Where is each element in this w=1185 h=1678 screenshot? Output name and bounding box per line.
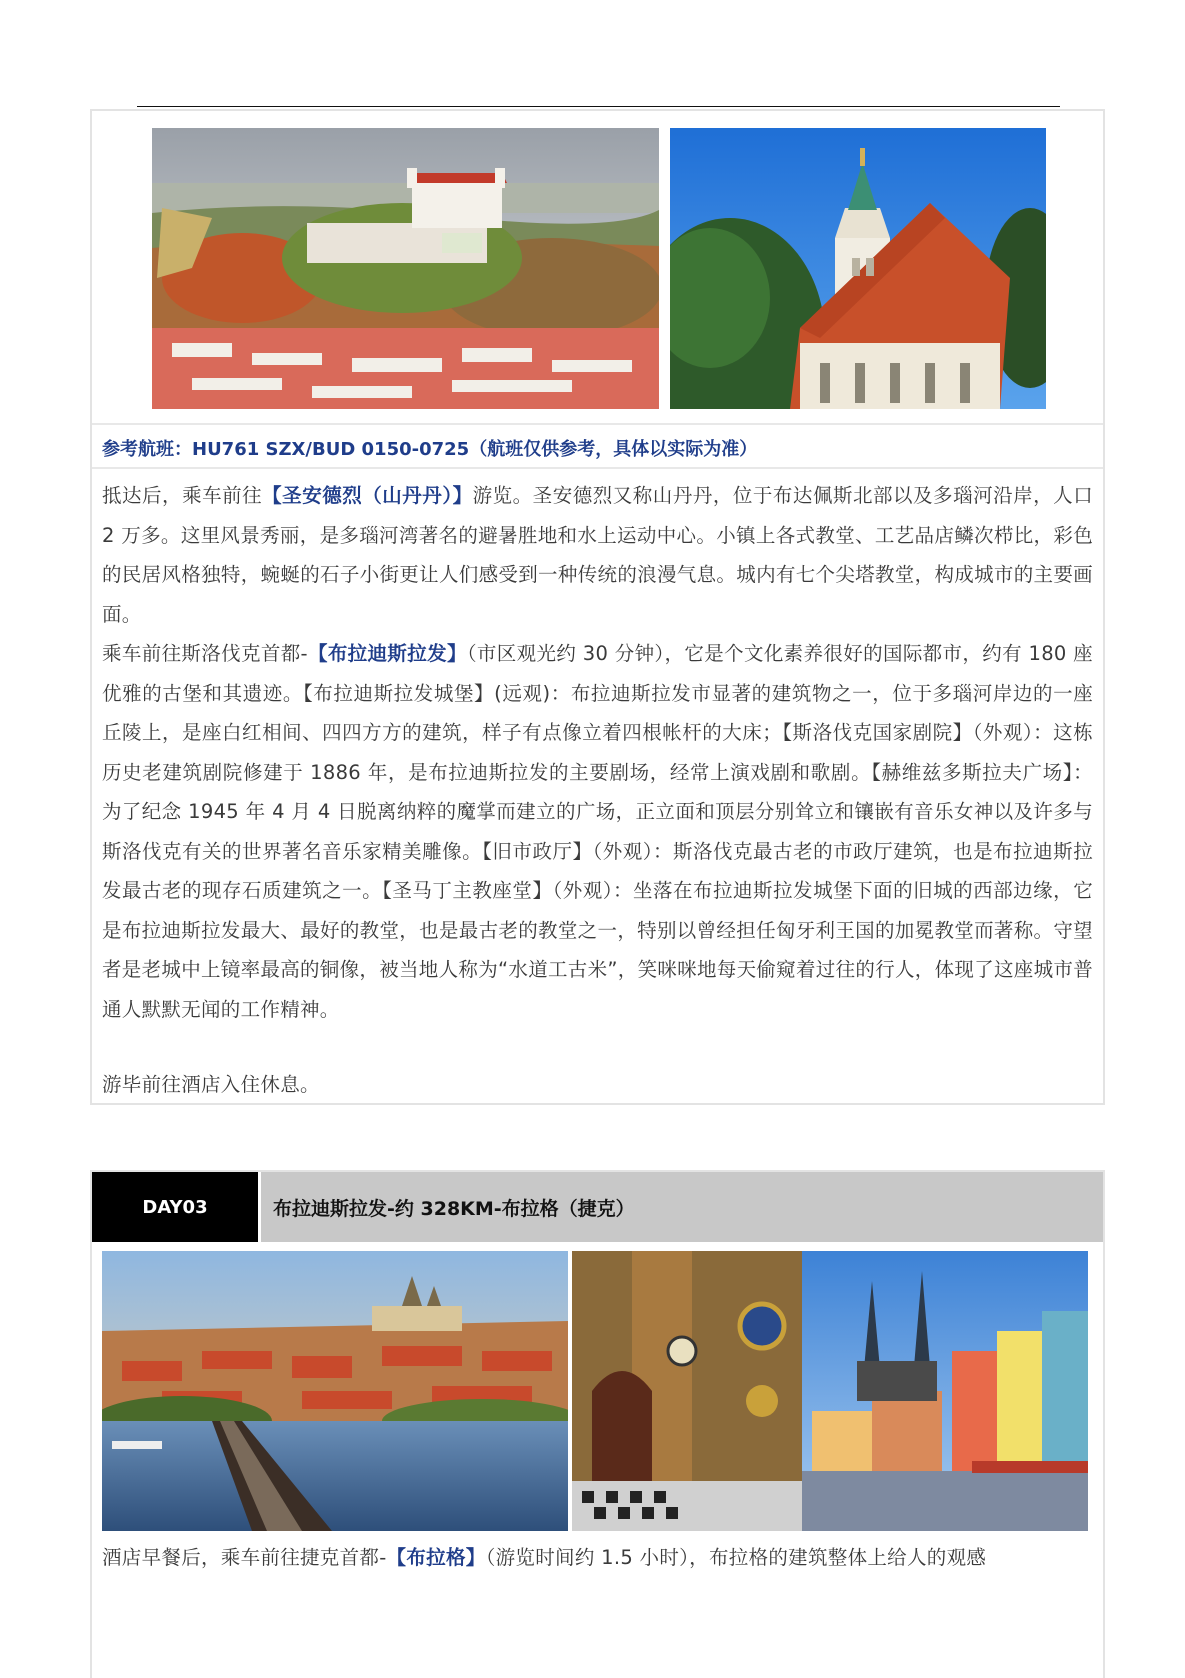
flight-info: 参考航班：HU761 SZX/BUD 0150-0725（航班仅供参考，具体以实际为准） (102, 439, 758, 460)
highlight-bratislava: 【布拉迪斯拉发】 (307, 642, 467, 665)
itinerary-paragraph (102, 634, 1093, 1029)
day-title: 布拉迪斯拉发-约 328KM-布拉格（捷克） (261, 1172, 1103, 1242)
text: （市区观光约 30 分钟），它是个文化素养很好的国际都市，约有 180 座优雅的古堡和其遗迹。【布拉迪斯拉发城堡】(远观)：布拉迪斯拉发市显著的建筑物之一，位于多瑙河岸边的一座丘陵上，是座白红相间、四四方方的建筑，样子有点像立着四根帐杆的大床；【斯洛伐克国家剧院】（外观）：这栋历史老建筑剧院修建于 1886 年，是布拉迪斯拉发的主要剧场，经常上演戏剧和歌剧。【赫维兹多斯拉夫广场】：为了纪念 1945 年 4 月 4 日脱离纳粹的魔掌而建立的广场，正立面和顶层分别耸立和镶嵌有音乐女神以及许多与斯洛伐克有关的世界著名音乐家精美雕像。【旧市政厅】（外观）：斯洛伐克最古老的市政厅建筑，也是布拉迪斯拉发最古老的现存石质建筑之一。【圣马丁主教座堂】（外观）：坐落在布拉迪斯拉发城堡下面的旧城的西部边缘，它是布拉迪斯拉发最大、最好的教堂，也是最古老的教堂之一，特别以曾经担任匈牙利王国的加冕教堂而著称。守望者是老城中上镜率最高的铜像，被当地人称为“水道工古米”，笑咪咪地每天偷窥着过往的行人，体现了这座城市普通人默默无闻的工作精神。 (102, 642, 1094, 1021)
text: 乘车前往斯洛伐克首都- (102, 642, 308, 665)
itinerary-paragraph: 游毕前往酒店入住休息。 (102, 1073, 320, 1096)
separator (92, 467, 1103, 469)
prague-charles-bridge-photo (102, 1251, 568, 1531)
text: 酒店早餐后，乘车前往捷克首都- (102, 1546, 387, 1569)
text: 游览。圣安德烈又称山丹丹，位于布达佩斯北部以及多瑙河沿岸，人口 2 万多。这里风景秀丽，是多瑙河湾著名的避暑胜地和水上运动中心。小镇上各式教堂、工艺品店鳞次栉比，彩色的民居风格独特，蜿蜒的石子小街更让人们感受到一种传统的浪漫气息。城内有七个尖塔教堂，构成城市的主要画面。 (102, 484, 1093, 626)
itinerary-paragraph (102, 1538, 1093, 1578)
text: （游览时间约 1.5 小时），布拉格的建筑整体上给人的观感 (485, 1546, 987, 1569)
text: 抵达后，乘车前往 (102, 484, 263, 507)
day-label: DAY03 (92, 1172, 258, 1242)
day02-content-box (90, 109, 1105, 1105)
st-martins-cathedral-photo (670, 128, 1046, 409)
itinerary-paragraph (102, 476, 1093, 634)
highlight-prague: 【布拉格】 (386, 1546, 486, 1569)
day03-content-box (90, 1170, 1105, 1678)
highlight-szentendre: 【圣安德烈（山丹丹）】 (262, 484, 473, 507)
bratislava-castle-photo (152, 128, 659, 409)
prague-old-town-square-photo (572, 1251, 1088, 1531)
separator (92, 423, 1103, 425)
header-rule (137, 106, 1060, 107)
